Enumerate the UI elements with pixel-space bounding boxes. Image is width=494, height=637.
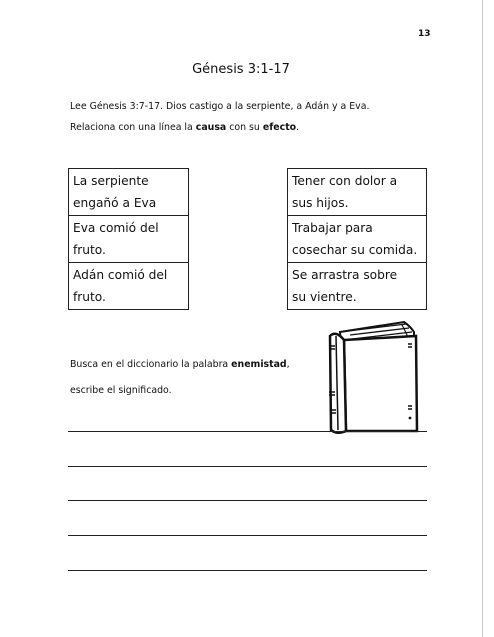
effect-cell[interactable]: Se arrastra sobre su vientre. <box>288 263 427 310</box>
dictionary-book-icon <box>322 318 432 436</box>
writing-line[interactable] <box>68 431 427 432</box>
writing-line[interactable] <box>68 535 427 536</box>
effect-cell[interactable]: Trabajar para cosechar su comida. <box>288 216 427 263</box>
cause-cell[interactable]: Adán comió del fruto. <box>69 263 189 310</box>
page-number: 13 <box>418 29 431 39</box>
dictionary-instruction-2: escribe el significado. <box>70 385 172 396</box>
enemistad-word: enemistad <box>231 359 287 370</box>
page-title: Génesis 3:1-17 <box>192 62 290 77</box>
cause-cell[interactable]: Eva comió del fruto. <box>69 216 189 263</box>
instruction-line-2: Relaciona con una línea la causa con su efecto. <box>70 122 300 133</box>
causes-table <box>68 168 189 310</box>
effects-table <box>287 168 427 310</box>
efecto-word: efecto <box>262 122 297 133</box>
effect-cell[interactable]: Tener con dolor a sus hijos. <box>288 169 427 216</box>
writing-line[interactable] <box>68 570 427 571</box>
cause-cell[interactable]: La serpiente engañó a Eva <box>69 169 189 216</box>
dictionary-instruction-1: Busca en el diccionario la palabra enemistad, <box>70 359 290 370</box>
writing-line[interactable] <box>68 466 427 467</box>
causa-word: causa <box>195 122 227 133</box>
instruction-line-1: Lee Génesis 3:7-17. Dios castigo a la serpiente, a Adán y a Eva. <box>70 101 370 112</box>
writing-line[interactable] <box>68 500 427 501</box>
